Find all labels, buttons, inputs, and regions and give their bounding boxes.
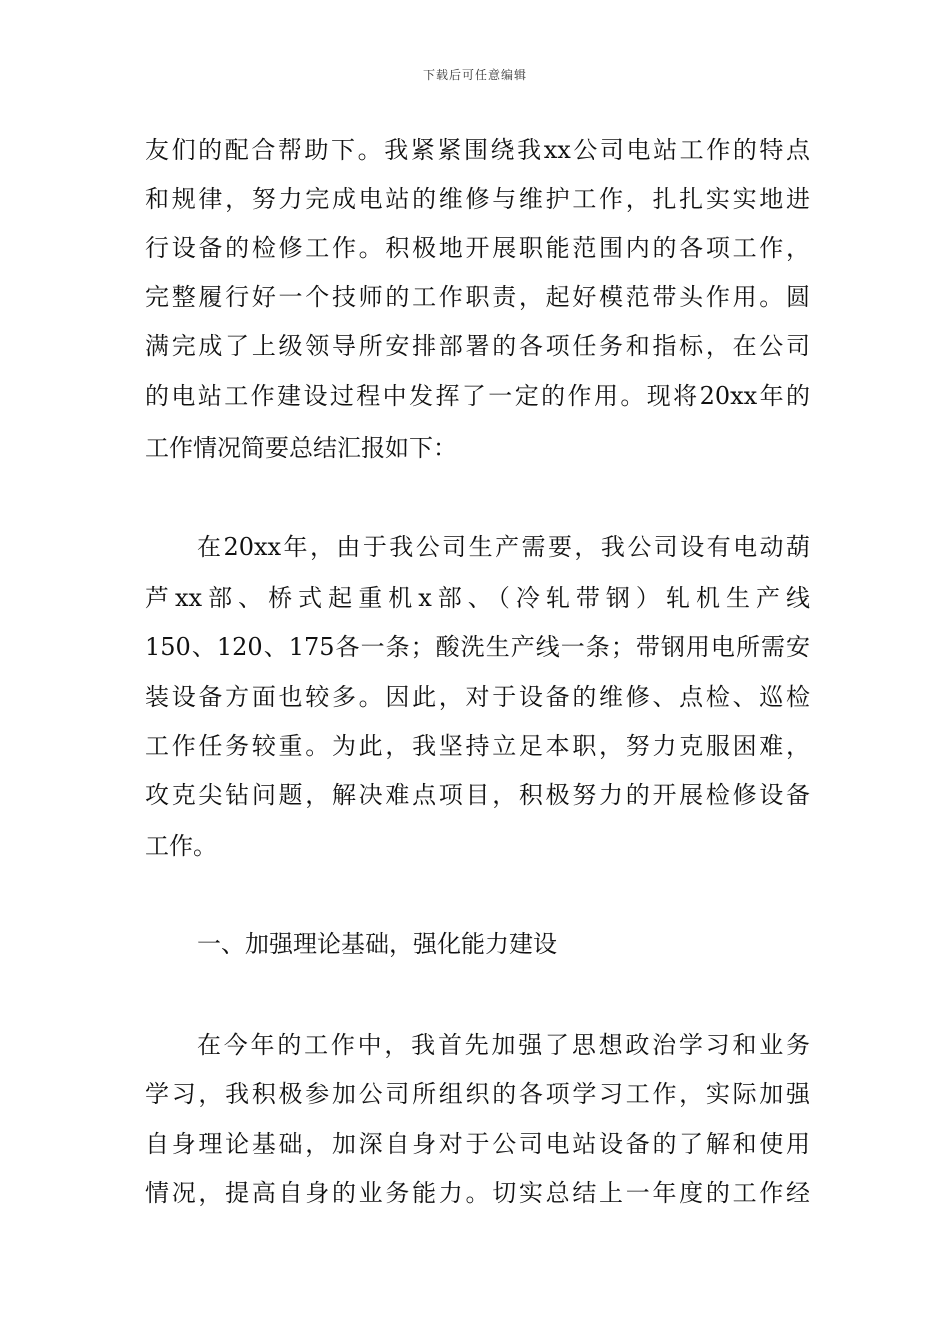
- section-heading: 一、加强理论基础，强化能力建设: [197, 930, 557, 958]
- paragraph-1-line-4: 完整履行好一个技师的工作职责，起好模范带头作用。圆: [145, 283, 810, 311]
- paragraph-1-line-2: 和规律，努力完成电站的维修与维护工作，扎扎实实地进: [145, 185, 810, 213]
- paragraph-1-line-6: 的电站工作建设过程中发挥了一定的作用。现将20xx年的: [145, 382, 810, 410]
- paragraph-3-line-3: 自身理论基础，加深自身对于公司电站设备的了解和使用: [145, 1130, 810, 1158]
- paragraph-1-line-1: 友们的配合帮助下。我紧紧围绕我xx公司电站工作的特点: [145, 136, 810, 164]
- paragraph-3-line-1: 在今年的工作中，我首先加强了思想政治学习和业务: [197, 1031, 810, 1059]
- paragraph-2-line-2: 芦xx部、桥式起重机x部、（冷轧带钢）轧机生产线: [145, 584, 810, 612]
- paragraph-1-line-5: 满完成了上级领导所安排部署的各项任务和指标，在公司: [145, 332, 810, 360]
- paragraph-2-line-7: 工作。: [145, 832, 217, 860]
- paragraph-1-line-3: 行设备的检修工作。积极地开展职能范围内的各项工作，: [145, 234, 810, 262]
- paragraph-2-line-5: 工作任务较重。为此，我坚持立足本职，努力克服困难，: [145, 732, 810, 760]
- paragraph-2-line-6: 攻克尖钻问题，解决难点项目，积极努力的开展检修设备: [145, 781, 810, 809]
- paragraph-3-line-4: 情况，提高自身的业务能力。切实总结上一年度的工作经: [145, 1179, 810, 1207]
- page-header: 下载后可任意编辑: [422, 68, 527, 82]
- paragraph-2-line-1: 在20xx年，由于我公司生产需要，我公司设有电动葫: [197, 533, 810, 561]
- paragraph-1-line-7: 工作情况简要总结汇报如下：: [145, 434, 457, 462]
- paragraph-2-line-3: 150、120、175各一条；酸洗生产线一条；带钢用电所需安: [145, 633, 810, 661]
- paragraph-3-line-2: 学习，我积极参加公司所组织的各项学习工作，实际加强: [145, 1080, 810, 1108]
- paragraph-2-line-4: 装设备方面也较多。因此，对于设备的维修、点检、巡检: [145, 683, 810, 711]
